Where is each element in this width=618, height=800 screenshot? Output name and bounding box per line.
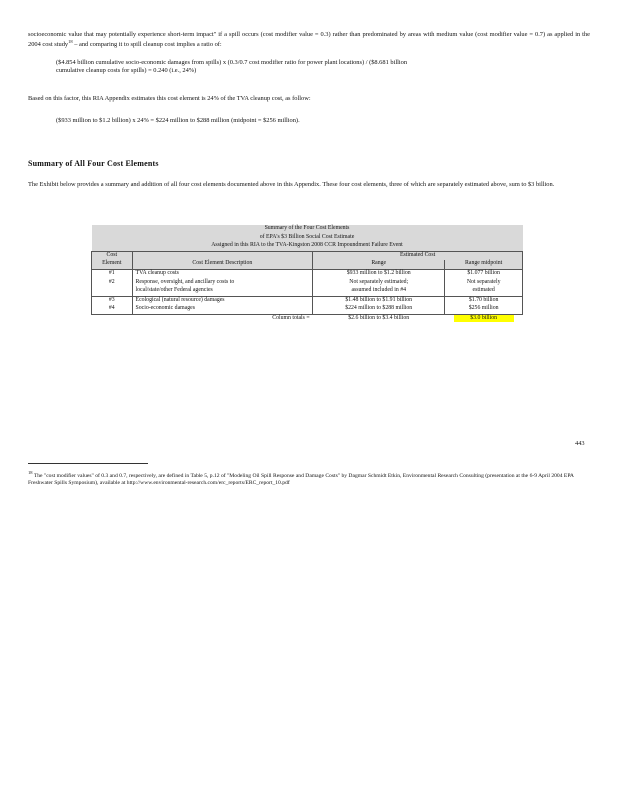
table-caption-row <box>92 234 523 243</box>
row-number: #4 <box>92 305 133 314</box>
totals-midpoint: $3.0 billion <box>454 315 514 323</box>
footnote-text: The "cost modifier values" of 0.3 and 0.7, respectively, are defined in Table 5, p.12 of "Modeling Oil Spill Response and Damage Costs" by Dagmar Schmidt Etkin, Environmental Research Consulting (presentation at the 6-9 April 2004 EPA Freshwater Spills Symposium), available at http://www.environmental-research.com/erc_reports/ERC_report_10.pdf <box>28 472 574 487</box>
summary-paragraph: The Exhibit below provides a summary and addition of all four cost elements documented above in this Appendix. These four cost elements, three of which are separately estimated above, sum to $3 billion. <box>28 181 555 188</box>
row-description: local/state/other Federal agencies <box>132 287 313 296</box>
row-description: Socio-economic damages <box>132 305 313 314</box>
section-heading: Summary of All Four Cost Elements <box>28 159 159 168</box>
row-midpoint: $1.70 billion <box>445 296 523 305</box>
row-number: #3 <box>92 296 133 305</box>
row-range: Not separately estimated; <box>313 279 445 288</box>
row-range: assumed included in #4 <box>313 287 445 296</box>
table-header-row <box>92 260 523 269</box>
table-caption-line-2: of EPA's $3 Billion Social Cost Estimate <box>92 234 523 243</box>
table-row <box>92 305 523 314</box>
formula-line-2: cumulative cleanup costs for spills) = 0.240 (i.e., 24%) <box>56 67 197 75</box>
row-range: $224 million to $288 million <box>313 305 445 314</box>
row-description: Response, oversight, and ancillary costs to <box>132 279 313 288</box>
table-header-row <box>92 251 523 260</box>
totals-range: $2.6 billion to $3.4 billion <box>348 314 410 321</box>
table-row <box>92 269 523 278</box>
table-caption-row <box>92 225 523 234</box>
basis-paragraph: Based on this factor, this RIA Appendix estimates this cost element is 24% of the TVA cleanup cost, as follow: <box>28 95 311 102</box>
header-element: Element <box>92 260 133 269</box>
row-midpoint: $1.077 billion <box>445 269 523 278</box>
table-caption-row <box>92 242 523 251</box>
intro-line-end: – and comparing it to spill cleanup cost implies a ratio of: <box>72 41 222 49</box>
table-row <box>92 296 523 305</box>
intro-paragraph <box>28 31 590 50</box>
row-range: $1.48 billion to $1.91 billion <box>313 296 445 305</box>
footnote <box>28 470 588 488</box>
footnote-reference[interactable]: 18 <box>68 39 73 45</box>
formula-line-1: ($4.854 billion cumulative socio-economic damages from spills) x (0.3/0.7 cost modifier ratio for power plant locations) / ($8.681 billion <box>56 59 408 66</box>
header-range: Range <box>313 260 445 269</box>
header-description: Cost Element Description <box>132 260 313 269</box>
table-row <box>92 287 523 296</box>
totals-label: Column totals = <box>272 314 310 321</box>
ratio-formula <box>56 59 576 76</box>
row-midpoint: estimated <box>445 287 523 296</box>
header-range-midpoint: Range midpoint <box>445 260 523 269</box>
header-estimated-cost: Estimated Cost <box>313 251 523 260</box>
table-row <box>92 279 523 288</box>
footnote-separator <box>28 463 148 464</box>
row-number <box>92 287 133 296</box>
footnote-number: 18 <box>28 470 33 475</box>
row-description: TVA cleanup costs <box>132 269 313 278</box>
row-range: $933 million to $1.2 billion <box>313 269 445 278</box>
table-caption-line-1: Summary of the Four Cost Elements <box>92 225 523 234</box>
header-cost: Cost <box>92 251 133 260</box>
calculation-line: ($933 million to $1.2 billion) x 24% = $224 million to $288 million (midpoint = $256 million). <box>56 117 300 124</box>
page-number: 443 <box>575 440 585 447</box>
intro-line: socioeconomic value that may potentially experience short-term impact" if a spill occurs (cost modifier value = 0.3) rather than predominated by areas with medium value (cost modifier value = 0.7) as applied in the 2004 cost study <box>28 31 590 49</box>
table-caption-line-3: Assigned in this RIA to the TVA-Kingston 2008 CCR Impoundment Failure Event <box>92 242 523 251</box>
row-number: #2 <box>92 279 133 288</box>
row-midpoint: $256 million <box>445 305 523 314</box>
row-description: Ecological (natural resource) damages <box>132 296 313 305</box>
totals-row <box>92 314 523 323</box>
row-midpoint: Not separately <box>445 279 523 288</box>
row-number: #1 <box>92 269 133 278</box>
cost-summary-table <box>91 225 523 324</box>
